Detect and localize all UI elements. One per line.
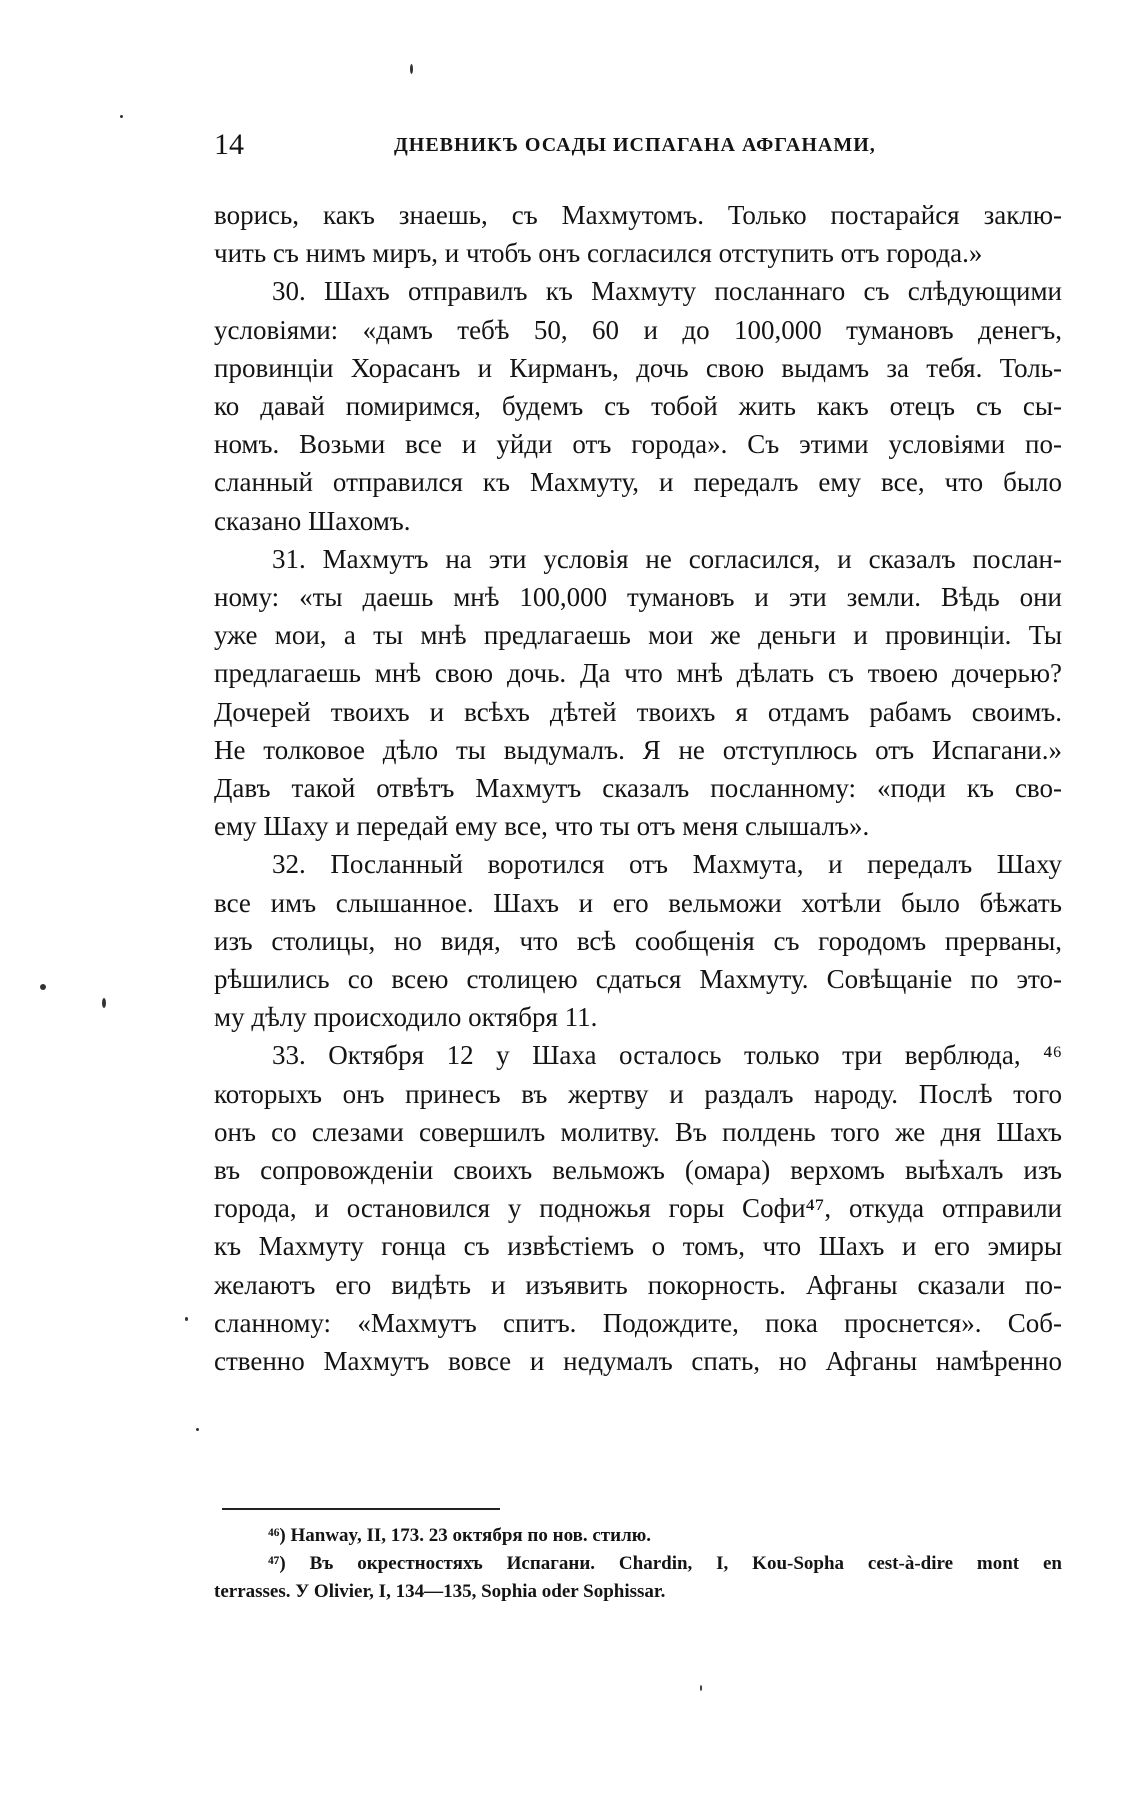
footnote-47: ⁴⁷) Въ окрестностяхъ Испагани. Chardin, I, Kou-Sopha cest-à-dire mont en: [268, 1553, 1062, 1574]
text-line: сказано Шахомъ.: [214, 505, 411, 536]
running-head: ДНЕВНИКЪ ОСАДЫ ИСПАГАНА АФГАНАМИ,: [394, 134, 876, 156]
paragraph-32-start: 32. Посланный воротился отъ Махмута, и передалъ Шаху: [272, 849, 1062, 880]
text-line: ко давай помиримся, будемъ съ тобой жить какъ отецъ съ сы-: [214, 391, 1062, 422]
text-line: провинціи Хорасанъ и Кирманъ, дочь свою выдамъ за тебя. Толь-: [214, 352, 1062, 383]
scan-speck: [700, 1685, 702, 1691]
scan-speck: [120, 115, 123, 118]
text-line: сланному: «Махмутъ спитъ. Подождите, пока проснется». Соб-: [214, 1307, 1062, 1338]
scan-speck: [410, 64, 413, 74]
text-line: ному: «ты даешь мнѣ 100,000 тумановъ и эти земли. Вѣдь они: [214, 582, 1062, 613]
scan-speck: [185, 1317, 188, 1321]
scan-speck: [196, 1428, 199, 1431]
text-line: му дѣлу происходило октября 11.: [214, 1002, 598, 1033]
text-line: чить съ нимъ миръ, и чтобъ онъ согласился отступить отъ города.»: [214, 238, 983, 269]
text-line: Не толковое дѣло ты выдумалъ. Я не отступлюсь отъ Испагани.»: [214, 734, 1062, 765]
page-header: [214, 128, 1064, 172]
text-line: условіями: «дамъ тебѣ 50, 60 и до 100,000 тумановъ денегъ,: [214, 314, 1062, 345]
paragraph-33-start: 33. Октября 12 у Шаха осталось только три верблюда, ⁴⁶: [272, 1040, 1062, 1071]
text-line: которыхъ онъ принесъ въ жертву и раздалъ народу. Послѣ того: [214, 1078, 1062, 1109]
text-line: Давъ такой отвѣтъ Махмутъ сказалъ посланному: «поди къ сво-: [214, 773, 1062, 804]
text-line: номъ. Возьми все и уйди отъ города». Съ этими условіями по-: [214, 429, 1062, 460]
text-line: ственно Махмутъ вовсе и недумалъ спать, но Афганы намѣренно: [214, 1346, 1062, 1377]
text-line: уже мои, а ты мнѣ предлагаешь мои же деньги и провинціи. Ты: [214, 620, 1062, 651]
text-line: рѣшились со всею столицею сдаться Махмуту. Совѣщаніе по это-: [214, 964, 1062, 995]
page-number: 14: [214, 128, 244, 161]
footnote-rule: [222, 1508, 500, 1510]
scan-speck: [102, 998, 106, 1008]
footnote-46: ⁴⁶) Hanway, II, 173. 23 октября по нов. стилю.: [268, 1525, 652, 1546]
text-line: въ сопровожденіи своихъ вельможъ (омара) верхомъ выѣхалъ изъ: [214, 1155, 1062, 1186]
text-line: къ Махмуту гонца съ извѣстіемъ о томъ, что Шахъ и его эмиры: [214, 1231, 1062, 1262]
paragraph-31-start: 31. Махмутъ на эти условія не согласился, и сказалъ послан-: [272, 543, 1062, 574]
body-text: [214, 196, 1062, 1380]
footnotes: [214, 1522, 1062, 1606]
paragraph-30-start: 30. Шахъ отправилъ къ Махмуту посланнаго съ слѣдующими: [272, 276, 1062, 307]
text-line: изъ столицы, но видя, что всѣ сообщенія съ городомъ прерваны,: [214, 925, 1062, 956]
text-line: ворись, какъ знаешь, съ Махмутомъ. Только постарайся заклю-: [214, 200, 1062, 230]
text-line: предлагаешь мнѣ свою дочь. Да что мнѣ дѣлать съ твоею дочерью?: [214, 658, 1062, 689]
text-line: города, и остановился у подножья горы Софи⁴⁷, откуда отправили: [214, 1193, 1062, 1224]
text-line: ему Шаху и передай ему все, что ты отъ меня слышалъ».: [214, 811, 870, 842]
footnote-47-continued: terrasses. У Olivier, I, 134—135, Sophia oder Sophissar.: [214, 1581, 666, 1602]
scan-speck: [40, 984, 46, 990]
text-line: сланный отправился къ Махмуту, и передалъ ему все, что было: [214, 467, 1062, 498]
text-line: Дочерей твоихъ и всѣхъ дѣтей твоихъ я отдамъ рабамъ своимъ.: [214, 696, 1062, 727]
text-line: все имъ слышанное. Шахъ и его вельможи хотѣли было бѣжать: [214, 887, 1062, 918]
text-line: желаютъ его видѣть и изъявить покорность. Афганы сказали по-: [214, 1269, 1062, 1300]
text-line: онъ со слезами совершилъ молитву. Въ полдень того же дня Шахъ: [214, 1116, 1062, 1147]
